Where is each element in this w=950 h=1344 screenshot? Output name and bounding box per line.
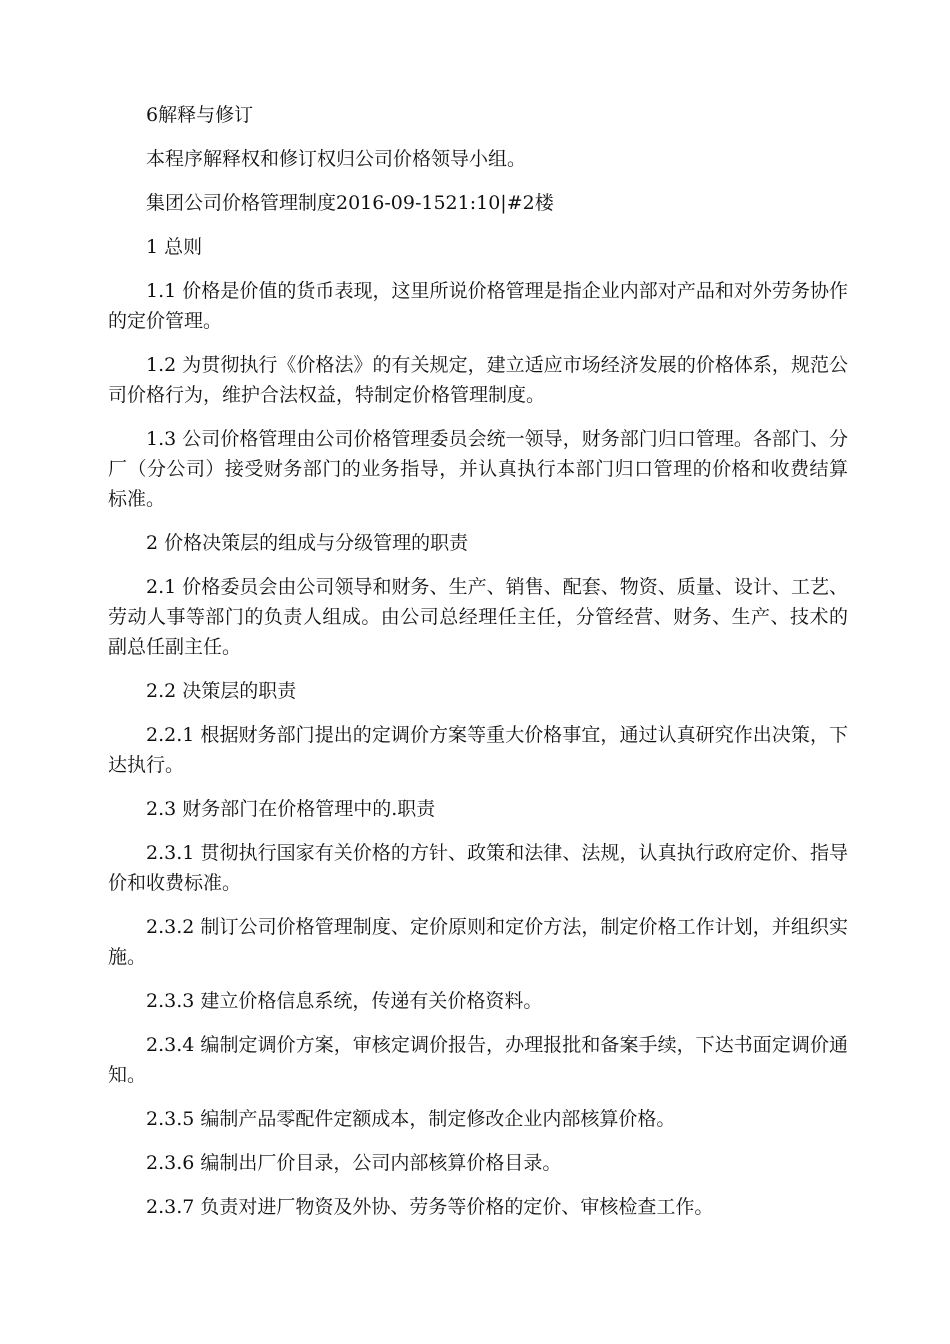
paragraph-1-2: 1.2 为贯彻执行《价格法》的有关规定，建立适应市场经济发展的价格体系，规范公司价格行为，维护合法权益，特制定价格管理制度。 — [108, 354, 848, 406]
paragraph-2-3: 2.3 财务部门在价格管理中的.职责 — [146, 798, 436, 820]
paragraph-2-1: 2.1 价格委员会由公司领导和财务、生产、销售、配套、物资、质量、设计、工艺、劳动人事等部门的负责人组成。由公司总经理任主任，分管经营、财务、生产、技术的副总任副主任。 — [108, 576, 848, 658]
paragraph-interpretation-right: 本程序解释权和修订权归公司价格领导小组。 — [146, 148, 527, 170]
paragraph-section-6-title: 6解释与修订 — [146, 104, 254, 126]
paragraph-1-3: 1.3 公司价格管理由公司价格管理委员会统一领导，财务部门归口管理。各部门、分厂（分公司）接受财务部门的业务指导，并认真执行本部门归口管理的价格和收费结算标准。 — [108, 428, 848, 510]
paragraph-2-3-5: 2.3.5 编制产品零配件定额成本，制定修改企业内部核算价格。 — [146, 1108, 676, 1130]
paragraph-2-3-4: 2.3.4 编制定调价方案，审核定调价报告，办理报批和备案手续，下达书面定调价通知。 — [108, 1034, 848, 1086]
document-body — [108, 100, 848, 1236]
paragraph-2-2: 2.2 决策层的职责 — [146, 680, 297, 702]
paragraph-2-3-2: 2.3.2 制订公司价格管理制度、定价原则和定价方法，制定价格工作计划，并组织实施。 — [108, 916, 848, 968]
paragraph-2-3-1: 2.3.1 贯彻执行国家有关价格的方针、政策和法律、法规，认真执行政府定价、指导价和收费标准。 — [108, 842, 848, 894]
paragraph-2-2-1: 2.2.1 根据财务部门提出的定调价方案等重大价格事宜，通过认真研究作出决策，下达执行。 — [108, 724, 848, 776]
paragraph-2-3-7: 2.3.7 负责对进厂物资及外协、劳务等价格的定价、审核检查工作。 — [146, 1196, 714, 1218]
paragraph-2-3-6: 2.3.6 编制出厂价目录，公司内部核算价格目录。 — [146, 1152, 562, 1174]
paragraph-2-3-3: 2.3.3 建立价格信息系统，传递有关价格资料。 — [146, 990, 543, 1012]
paragraph-section-1-title: 1 总则 — [146, 236, 203, 258]
paragraph-post-header: 集团公司价格管理制度2016-09-1521:10|#2楼 — [146, 192, 554, 214]
paragraph-1-1: 1.1 价格是价值的货币表现，这里所说价格管理是指企业内部对产品和对外劳务协作的定价管理。 — [108, 280, 848, 332]
paragraph-section-2-title: 2 价格决策层的组成与分级管理的职责 — [146, 532, 469, 554]
